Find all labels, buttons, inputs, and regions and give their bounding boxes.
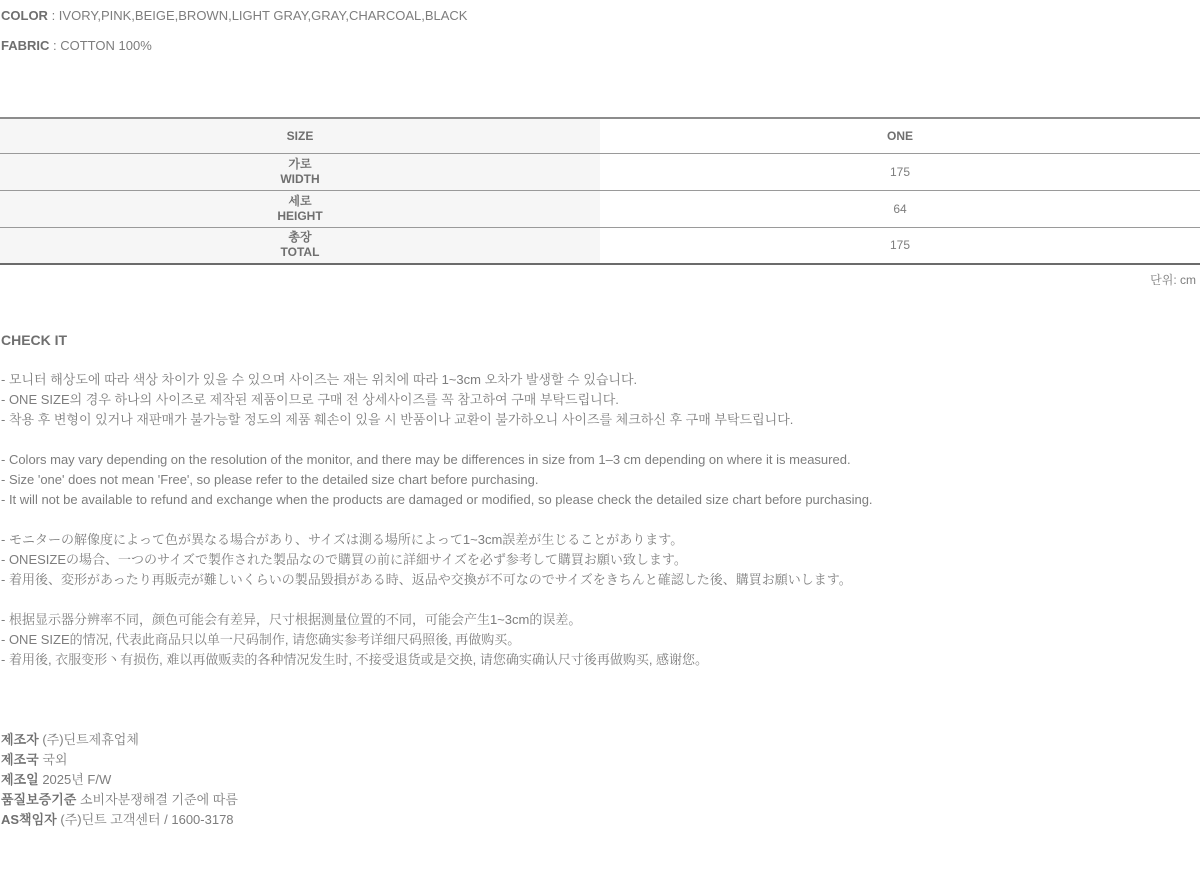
size-label-cell: [0, 153, 600, 190]
manufacturer-value: (주)딘트 고객센터 / 1600-3178: [60, 812, 234, 827]
notes-japanese: [0, 530, 1200, 590]
size-label-korean: 세로: [288, 193, 312, 208]
size-value-cell: 175: [889, 238, 911, 253]
size-value-cell: 175: [889, 164, 911, 179]
note-line: - 모니터 해상도에 따라 색상 차이가 있을 수 있으며 사이즈는 재는 위치에 따라 1~3cm 오차가 발생할 수 있습니다.: [1, 372, 638, 387]
note-line: - ONE SIZE的情况, 代表此商品只以单一尺码制作, 请您确实参考详细尺码照後, 再做购买。: [1, 632, 521, 647]
size-table-header-row: [0, 118, 1200, 153]
note-line: - ONESIZEの場合、一つのサイズで製作された製品なので購買の前に詳細サイズを必ず参考して購買お願い致します。: [1, 552, 687, 567]
size-label-korean: 총장: [288, 230, 312, 245]
note-line: - Colors may vary depending on the resolution of the monitor, and there may be differences in size from 1–3 cm depending on where it is measured.: [1, 452, 851, 467]
manufacturer-value: 국외: [42, 752, 68, 767]
note-line: - 根据显示器分辨率不同，颜色可能会有差异，尺寸根据测量位置的不同，可能会产生1~3cm的误差。: [1, 612, 582, 627]
manufacturer-label: AS책임자: [1, 812, 57, 827]
size-table: [0, 117, 1200, 265]
check-it-heading: CHECK IT: [1, 332, 68, 348]
size-label-cell: [0, 227, 600, 264]
note-line: - Size 'one' does not mean 'Free', so please refer to the detailed size chart before purchasing.: [1, 472, 539, 487]
manufacturer-value: (주)딘트제휴업체: [42, 732, 139, 747]
size-label-cell: [0, 190, 600, 227]
one-column-header: ONE: [886, 128, 913, 143]
fabric-label: FABRIC: [1, 38, 50, 53]
table-row: [0, 227, 1200, 264]
manufacturer-value: 2025년 F/W: [42, 772, 112, 787]
note-line: - 着用後, 衣服变形丶有损伤, 难以再做贩卖的各种情况发生时, 不接受退货或是交换, 请您确实确认尺寸後再做购买, 感谢您。: [1, 652, 709, 667]
size-label-english: WIDTH: [280, 171, 320, 186]
table-row: [0, 190, 1200, 227]
color-value: : IVORY,PINK,BEIGE,BROWN,LIGHT GRAY,GRAY,CHARCOAL,BLACK: [51, 8, 468, 23]
size-label-english: TOTAL: [280, 245, 320, 260]
color-info-line: [0, 6, 1200, 26]
manufacturer-label: 제조자: [1, 732, 39, 747]
manufacturer-label: 제조국: [1, 752, 39, 767]
note-line: - 착용 후 변형이 있거나 재판매가 불가능할 정도의 제품 훼손이 있을 시 반품이나 교환이 불가하오니 사이즈를 체크하신 후 구매 부탁드립니다.: [1, 412, 794, 427]
manufacturer-line: [1, 750, 1200, 770]
manufacturer-line: [1, 730, 1200, 750]
manufacturer-line: [1, 790, 1200, 810]
unit-note: 단위: cm: [1150, 273, 1196, 287]
fabric-value: : COTTON 100%: [53, 38, 152, 53]
manufacturer-info: [0, 730, 1200, 830]
color-label: COLOR: [1, 8, 48, 23]
size-label-korean: 가로: [288, 156, 312, 171]
note-line: - It will not be available to refund and exchange when the products are damaged or modified, so please check the detailed size chart before purchasing.: [1, 492, 873, 507]
note-line: - 着用後、変形があったり再販売が難しいくらいの製品毀損がある時、返品や交換が不可なのでサイズをきちんと確認した後、購買お願いします。: [1, 572, 852, 587]
note-line: - モニターの解像度によって色が異なる場合があり、サイズは測る場所によって1~3cm誤差が生じることがあります。: [1, 532, 684, 547]
manufacturer-line: [1, 810, 1200, 830]
notes-chinese: [0, 610, 1200, 670]
manufacturer-label: 제조일: [1, 772, 39, 787]
notes-english: [0, 450, 1200, 510]
manufacturer-value: 소비자분쟁해결 기준에 따름: [79, 792, 238, 807]
size-value-cell: 64: [893, 201, 907, 216]
size-label-english: HEIGHT: [277, 208, 323, 223]
fabric-info-line: [0, 36, 1200, 56]
manufacturer-line: [1, 770, 1200, 790]
notes-korean: [0, 370, 1200, 430]
table-row: [0, 153, 1200, 190]
size-column-header: SIZE: [0, 118, 600, 153]
note-line: - ONE SIZE의 경우 하나의 사이즈로 제작된 제품이므로 구매 전 상세사이즈를 꼭 참고하여 구매 부탁드립니다.: [1, 392, 619, 407]
manufacturer-label: 품질보증기준: [1, 792, 77, 807]
